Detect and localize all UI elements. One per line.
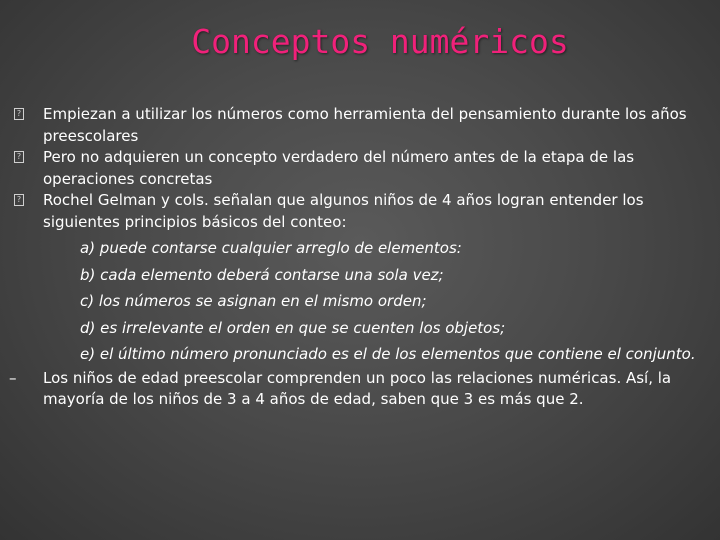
slide-body [0, 104, 720, 411]
missing-glyph-box-icon: ? [14, 194, 24, 206]
principle-item: a) puede contarse cualquier arreglo de elementos: [80, 239, 462, 257]
slide-title: Conceptos numéricos [191, 22, 569, 61]
missing-glyph-box-icon: ? [14, 108, 24, 120]
bullet-item [0, 190, 720, 233]
bullet-text: Empiezan a utilizar los números como herramienta del pensamiento durante los años preescolares [43, 105, 687, 145]
bullet-text: Pero no adquieren un concepto verdadero del número antes de la etapa de las operaciones concretas [43, 148, 635, 188]
dash-mark: – [9, 368, 17, 387]
principle-item: c) los números se asignan en el mismo orden; [80, 292, 427, 310]
missing-glyph-box-icon: ? [14, 151, 24, 163]
bullet-item [0, 104, 720, 147]
bullet-item [0, 147, 720, 190]
principle-item: e) el último número pronunciado es el de los elementos que contiene el conjunto. [80, 345, 696, 363]
bullet-text: Rochel Gelman y cols. señalan que algunos niños de 4 años logran entender los siguientes principios básicos del conteo: [43, 191, 644, 231]
dash-item [0, 368, 720, 411]
principle-item: b) cada elemento deberá contarse una sola vez; [80, 265, 444, 284]
principle-item: d) es irrelevante el orden en que se cuenten los objetos; [80, 318, 506, 337]
dash-text: Los niños de edad preescolar comprenden un poco las relaciones numéricas. Así, la mayoría de los niños de 3 a 4 años de edad, saben que 3 es más que 2. [43, 368, 672, 408]
